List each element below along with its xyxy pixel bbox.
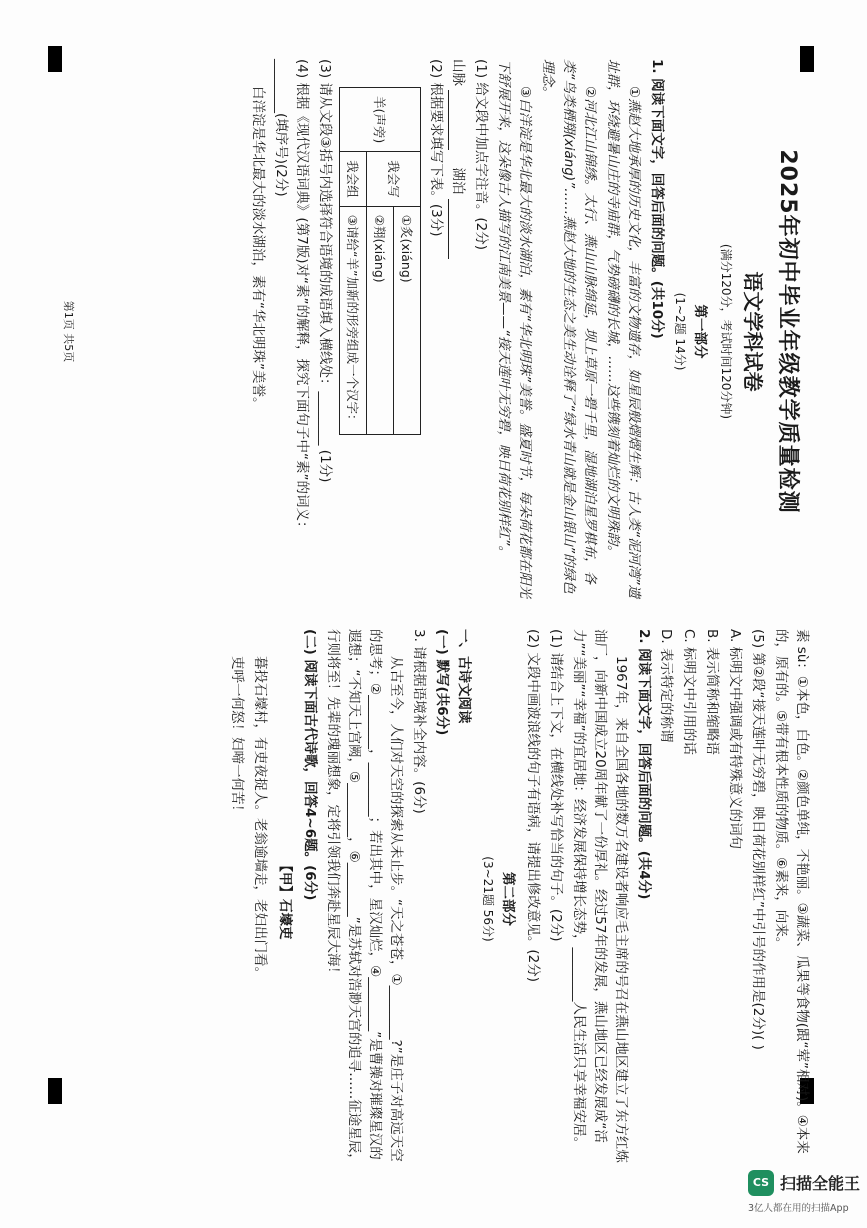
passage-para-3: ③白洋淀是华北最大的淡水湖泊，素有“华北明珠”美誉。盛夏时节，每朵荷花都在阳光下舒展开来，这朵像古人描写的江南美景——“接天莲叶无穷碧，映日荷花别样红”。 <box>496 59 534 599</box>
option-a: A. 标明文中强调或有特殊意义的词句 <box>727 629 744 850</box>
poem-line: 暮投石壕村，有吏夜捉人。老翁逾墙走，老妇出门看。 <box>252 656 269 980</box>
question-1: 1. 阅读下面文字，回答后面的问题。(共10分) <box>648 59 665 339</box>
poem-title: 【甲】石壕吏 <box>277 858 294 940</box>
exam-meta: (满分120分，考试时间120分钟) <box>718 243 733 420</box>
option-b: B. 表示简称和缩略语 <box>704 629 721 755</box>
table-cell[interactable]: ①炙(xiáng) <box>393 206 420 435</box>
table-col-group: 我会组 <box>339 152 366 207</box>
pinyin-word: 湖泊 <box>450 167 467 195</box>
subquestion-2: (2) 根据要求填写下表。(3分) <box>427 59 444 237</box>
question-2-passage: 1967年，来自全国各地的数万名建设者响应毛主席的号召在燕山地区建立了东方红炼油厂，向新中国成立20周年献了一份厚礼。经过57年的发展，燕山地区已经发展成“活力”“美丽”“幸福”的宜居地：经济发展保持增长态势，________人民生活只享幸福安居。 <box>570 629 629 1163</box>
passage-para-1: ①燕赵大地承厚的历史文化，丰富的文物遗存，如星辰般熠熠生辉：古人类“泥河湾”遗址群，环绕避暑山庄的寺庙群，气势磅礴的长城，……这些镌刻着灿烂的文明殊韵。 <box>604 59 642 599</box>
table-cell[interactable]: ②翔(xiáng) <box>366 206 393 435</box>
subquestion-4: (4) 根据《现代汉语词典》(第7版)对“素”的解释，探究下面句子中“素”的词义：________(填序号)(2分) <box>272 59 310 535</box>
poem-line: 吏呼一何怒！妇啼一何苦！ <box>229 656 246 818</box>
fill-table <box>339 87 421 435</box>
question-2: 2. 阅读下面文字，回答后面的问题。(共4分) <box>635 629 652 900</box>
question-3-text: 从古至今，人们对天空的探索从未止步。“天之苍苍，①________?”是庄子对高远天空的思考；②________，________；若出其中，星汉灿烂，④________”是曹操对璀璨星汉的遐想；“不知天上宫阙，⑤________，⑥________”是苏轼对浩渺天宫的追寻……征途星辰，行则将至！先辈的瑰丽想象，定将引领我们奔赴星辰大海！ <box>324 629 404 1167</box>
question-3: 3. 请根据语境补全内容。(6分) <box>410 629 427 814</box>
table-cell[interactable]: ③请给“羊”加新的形旁组成一个汉字： <box>339 206 366 435</box>
definitions: 素 sù：①本色，白色。②颜色单纯，不艳丽。③蔬菜、瓜果等食物(跟“荤”相对)。④本来的，原有的。⑤带有根本性质的物质。⑥素来，向来。 <box>773 629 810 1154</box>
subquestion-2-2: (2) 文段中画波浪线的句子有语病，请提出修改意见。(2分) <box>524 629 541 983</box>
page-footer: 第1页 共5页 <box>62 300 76 363</box>
part-heading: 第一部分 <box>692 304 709 359</box>
option-d: D. 表示特定的称谓 <box>658 629 675 743</box>
scanner-app-name: 扫描全能王 <box>780 1174 861 1193</box>
scanner-logo-icon: CS <box>748 1170 774 1196</box>
pinyin-row <box>448 59 469 604</box>
answer-blank[interactable] <box>448 199 463 259</box>
table-row-label: 羊(声旁) <box>339 88 420 152</box>
exam-sheet <box>54 59 814 1169</box>
right-column <box>54 629 814 1169</box>
passage-para-2: ②河北江山锦绣。太行、燕山山脉绵延，坝上草原一碧千里，湿地湖泊星罗棋布，各类“鸟类栖翔(xiáng)”……燕赵大地的生态之美生动诠释了“绿水青山就是金山银山”的绿色理念。 <box>540 59 599 594</box>
pinyin-word: 山脉 <box>450 59 467 86</box>
left-column <box>54 59 814 604</box>
exam-subtitle: 语文学科试卷 <box>740 271 765 392</box>
subquestion-4-sentence: 白洋淀是华北最大的淡水湖泊，素有“华北明珠”美誉。 <box>249 86 266 411</box>
part-note: (3~21题 56分) <box>481 856 496 942</box>
answer-blank[interactable] <box>448 90 463 150</box>
section-heading: 一、古诗文阅读 <box>456 629 473 724</box>
option-c: C. 标明文中引用的话 <box>681 629 698 756</box>
subquestion-5: (5) 第②段“接天莲叶无穷碧，映日荷花别样红”中引号的作用是(2分)( ) <box>750 629 767 1050</box>
table-col-write: 我会写 <box>366 152 420 207</box>
part-note: (1~2题 14分) <box>673 292 688 371</box>
subquestion-3: (3) 请从文段③括号内选择符合语境的成语填入横线处：________ (1分) <box>316 59 333 483</box>
subquestion-2-1: (1) 请结合上下文，在横线处补写恰当的句子。(2分) <box>547 629 564 942</box>
scanner-app-tagline: 3亿人都在用的扫描App <box>748 1203 849 1214</box>
scanner-app-badge <box>744 1168 864 1220</box>
exam-title: 2025年初中毕业年级教学质量检测 <box>775 149 800 514</box>
subquestion-1: (1) 给文段中加点字注音。(2分) <box>473 59 490 251</box>
section-subheading: (二) 阅读下面古代诗歌，回答4~6题。(6分) <box>302 629 319 901</box>
part-heading: 第二部分 <box>500 872 517 926</box>
section-subheading: (一) 默写(共6分) <box>433 629 450 736</box>
